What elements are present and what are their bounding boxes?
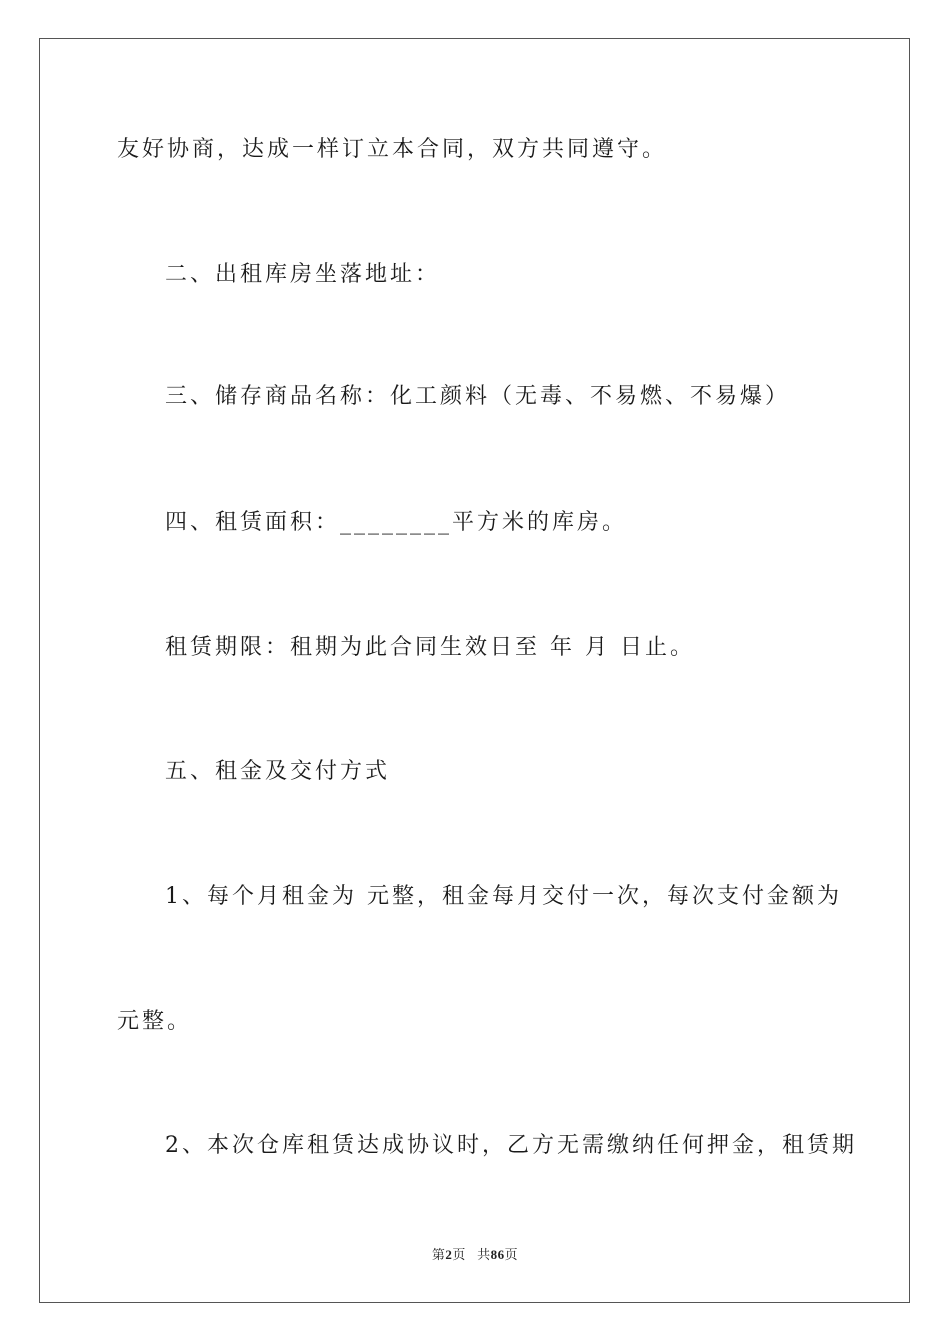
footer-page-number: 2: [445, 1247, 453, 1262]
paragraph-9: 2、本次仓库租赁达成协议时，乙方无需缴纳任何押金，租赁期: [165, 1133, 857, 1158]
page-border: [39, 38, 910, 1303]
paragraph-8: 元整。: [117, 1009, 193, 1034]
footer-total-prefix: 共: [477, 1247, 491, 1262]
footer-page-suffix: 页: [452, 1247, 466, 1262]
paragraph-3: 三、储存商品名称：化工颜料（无毒、不易燃、不易爆）: [165, 384, 791, 409]
paragraph-1: 友好协商，达成一样订立本合同，双方共同遵守。: [117, 137, 668, 162]
footer-prefix: 第: [431, 1247, 446, 1262]
footer-total-pages: 86: [490, 1247, 505, 1262]
footer-total-suffix: 页: [504, 1247, 519, 1262]
paragraph-4: 四、租赁面积：________平方米的库房。: [165, 510, 628, 535]
paragraph-6: 五、租金及交付方式: [165, 759, 391, 784]
paragraph-2: 二、出租库房坐落地址：: [165, 262, 441, 287]
paragraph-7: 1、每个月租金为 元整，租金每月交付一次，每次支付金额为: [165, 884, 842, 909]
paragraph-5: 租赁期限：租期为此合同生效日至 年 月 日止。: [165, 635, 695, 660]
page-footer: [0, 1244, 950, 1263]
